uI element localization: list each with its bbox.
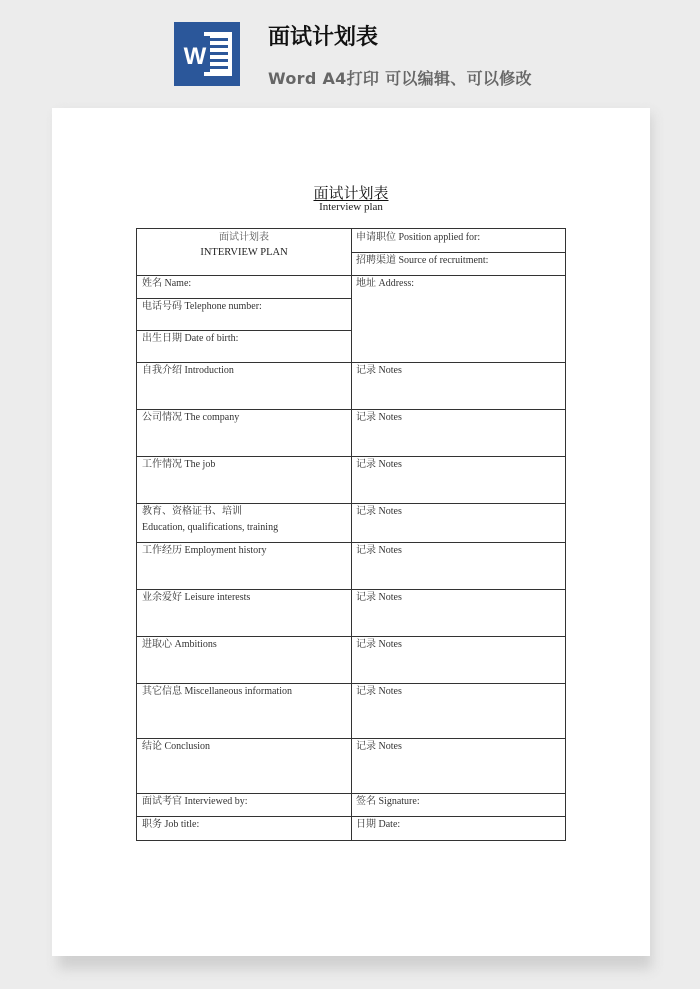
leisure-label: 业余爱好 Leisure interests bbox=[142, 592, 251, 603]
company-label: 公司情况 The company bbox=[142, 412, 240, 423]
education-label-chinese: 教育、资格证书、培训 bbox=[142, 506, 242, 517]
date-field[interactable]: 日期 Date: bbox=[356, 819, 401, 830]
misc-label: 其它信息 Miscellaneous information bbox=[142, 686, 292, 697]
telephone-field[interactable]: 电话号码 Telephone number: bbox=[142, 301, 262, 312]
leisure-notes[interactable]: 记录 Notes bbox=[356, 592, 402, 603]
employment-label: 工作经历 Employment history bbox=[142, 545, 267, 556]
company-notes[interactable]: 记录 Notes bbox=[356, 412, 402, 423]
education-label bbox=[137, 503, 351, 537]
address-field[interactable]: 地址 Address: bbox=[356, 278, 415, 289]
employment-notes[interactable]: 记录 Notes bbox=[356, 545, 402, 556]
document-title: 面试计划表 bbox=[313, 184, 389, 202]
introduction-notes[interactable]: 记录 Notes bbox=[356, 365, 402, 376]
birth-date-field[interactable]: 出生日期 Date of birth: bbox=[142, 333, 239, 344]
page-subtitle: Word A4打印 可以编辑、可以修改 bbox=[268, 69, 532, 88]
job-label: 工作情况 The job bbox=[142, 459, 216, 470]
page-title: 面试计划表 bbox=[268, 25, 379, 50]
education-notes[interactable]: 记录 Notes bbox=[356, 506, 402, 517]
interview-form-table bbox=[136, 228, 566, 841]
misc-notes[interactable]: 记录 Notes bbox=[356, 686, 402, 697]
word-icon bbox=[174, 22, 240, 86]
header bbox=[0, 0, 700, 100]
signature-field[interactable]: 签名 Signature: bbox=[356, 796, 420, 807]
job-notes[interactable]: 记录 Notes bbox=[356, 459, 402, 470]
form-header-chinese: 面试计划表 bbox=[219, 232, 269, 243]
education-label-english: Education, qualifications, training bbox=[142, 522, 279, 533]
document-page bbox=[52, 108, 650, 956]
form-header-english: INTERVIEW PLAN bbox=[200, 247, 288, 258]
ambitions-notes[interactable]: 记录 Notes bbox=[356, 639, 402, 650]
interviewed-by-field[interactable]: 面试考官 Interviewed by: bbox=[142, 796, 248, 807]
source-recruitment-field[interactable]: 招聘渠道 Source of recruitment: bbox=[356, 255, 489, 266]
conclusion-label: 结论 Conclusion bbox=[142, 741, 211, 752]
ambitions-label: 进取心 Ambitions bbox=[142, 639, 217, 650]
conclusion-notes[interactable]: 记录 Notes bbox=[356, 741, 402, 752]
job-title-field[interactable]: 职务 Job title: bbox=[142, 819, 200, 830]
position-applied-field[interactable]: 申请职位 Position applied for: bbox=[356, 232, 481, 243]
document-subtitle: Interview plan bbox=[319, 201, 383, 213]
name-field[interactable]: 姓名 Name: bbox=[142, 278, 192, 289]
introduction-label: 自我介绍 Introduction bbox=[142, 365, 234, 376]
logo-letter: W bbox=[183, 43, 207, 70]
form-header-cell bbox=[137, 229, 351, 262]
